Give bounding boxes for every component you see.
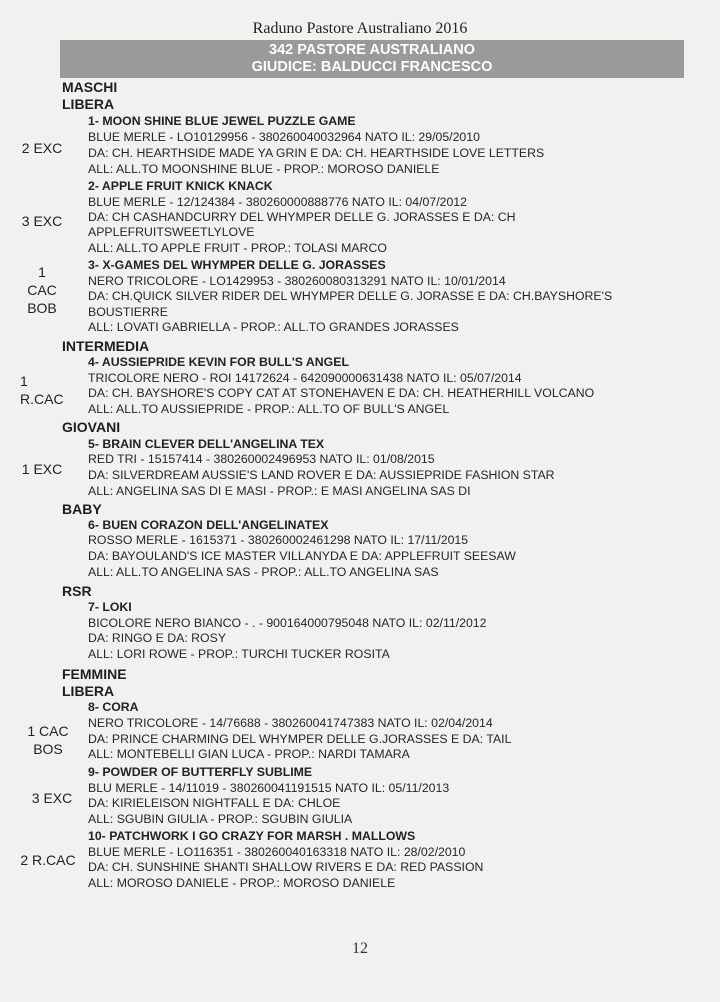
dog-owner: ALL: ALL.TO AUSSIEPRIDE - PROP.: ALL.TO OF BULL'S ANGEL: [88, 402, 450, 416]
dog-parents: DA: CH. BAYSHORE'S COPY CAT AT STONEHAVEN E DA: CH. HEATHERHILL VOLCANO: [88, 386, 595, 400]
dog-parents: DA: PRINCE CHARMING DEL WHYMPER DELLE G.JORASSES E DA: TAIL: [88, 732, 512, 746]
dog-parents: DA: KIRIELEISON NIGHTFALL E DA: CHLOE: [88, 796, 341, 810]
dog-title: 4- AUSSIEPRIDE KEVIN FOR BULL'S ANGEL: [88, 355, 349, 369]
dog-grade: 3 EXC: [21, 213, 63, 229]
dog-grade: 3 EXC: [31, 790, 73, 806]
dog-title: 8- CORA: [88, 700, 139, 714]
dog-grade: 1 CAC BOS: [27, 723, 69, 757]
dog-owner: ALL: LORI ROWE - PROP.: TURCHI TUCKER ROSITA: [88, 647, 390, 661]
dog-grade: 1 EXC: [21, 461, 63, 477]
dog-title: 7- LOKI: [88, 600, 132, 614]
page-number: 12: [352, 940, 368, 957]
dog-owner: ALL: MOROSO DANIELE - PROP.: MOROSO DANIELE: [88, 876, 396, 890]
judge-name: GIUDICE: BALDUCCI FRANCESCO: [251, 59, 493, 75]
dog-details: ROSSO MERLE - 1615371 - 380260002461298 NATO IL: 17/11/2015: [88, 533, 469, 547]
dog-owner: ALL: MONTEBELLI GIAN LUCA - PROP.: NARDI TAMARA: [88, 747, 410, 761]
dog-grade: 2 EXC: [21, 140, 63, 156]
class-rsr: RSR: [62, 583, 92, 599]
breed-title: 342 PASTORE AUSTRALIANO: [269, 42, 475, 58]
dog-owner: ALL: LOVATI GABRIELLA - PROP.: ALL.TO GRANDES JORASSES: [88, 320, 459, 334]
dog-owner: ALL: ANGELINA SAS DI E MASI - PROP.: E MASI ANGELINA SAS DI: [88, 484, 471, 498]
dog-details: NERO TRICOLORE - LO1429953 - 380260080313291 NATO IL: 10/01/2014: [88, 274, 506, 288]
dog-owner: ALL: ALL.TO MOONSHINE BLUE - PROP.: MOROSO DANIELE: [88, 162, 440, 176]
dog-grade: 2 R.CAC: [20, 852, 76, 868]
dog-details: NERO TRICOLORE - 14/76688 - 380260041747383 NATO IL: 02/04/2014: [88, 716, 493, 730]
dog-owner: ALL: SGUBIN GIULIA - PROP.: SGUBIN GIULIA: [88, 812, 353, 826]
section-femmine: FEMMINE: [62, 666, 127, 682]
dog-title: 2- APPLE FRUIT KNICK KNACK: [88, 179, 273, 193]
dog-title: 1- MOON SHINE BLUE JEWEL PUZZLE GAME: [88, 114, 356, 128]
dog-owner: ALL: ALL.TO APPLE FRUIT - PROP.: TOLASI MARCO: [88, 241, 387, 255]
dog-title: 3- X-GAMES DEL WHYMPER DELLE G. JORASSES: [88, 258, 386, 272]
dog-details: RED TRI - 15157414 - 380260002496953 NATO IL: 01/08/2015: [88, 452, 435, 466]
dog-details: TRICOLORE NERO - ROI 14172624 - 642090000631438 NATO IL: 05/07/2014: [88, 371, 522, 385]
dog-parents: DA: CH CASHANDCURRY DEL WHYMPER DELLE G. JORASSES E DA: CH: [88, 210, 516, 224]
dog-parents-cont: APPLEFRUITSWEETLYLOVE: [88, 225, 255, 239]
dog-owner: ALL: ALL.TO ANGELINA SAS - PROP.: ALL.TO ANGELINA SAS: [88, 565, 439, 579]
class-baby: BABY: [62, 501, 102, 517]
dog-title: 6- BUEN CORAZON DELL'ANGELINATEX: [88, 518, 329, 532]
dog-details: BLU MERLE - 14/11019 - 380260041191515 NATO IL: 05/11/2013: [88, 781, 450, 795]
dog-details: BLUE MERLE - 12/124384 - 380260000888776 NATO IL: 04/07/2012: [88, 195, 467, 209]
class-banner: [60, 40, 684, 78]
dog-parents: DA: BAYOULAND'S ICE MASTER VILLANYDA E DA: APPLEFRUIT SEESAW: [88, 549, 516, 563]
section-maschi: MASCHI: [62, 79, 118, 95]
dog-details: BICOLORE NERO BIANCO - . - 900164000795048 NATO IL: 02/11/2012: [88, 616, 487, 630]
class-giovani: GIOVANI: [62, 419, 121, 435]
dog-parents: DA: CH. HEARTHSIDE MADE YA GRIN E DA: CH. HEARTHSIDE LOVE LETTERS: [88, 146, 545, 160]
dog-parents-cont: BOUSTIERRE: [88, 305, 168, 319]
page-header: Raduno Pastore Australiano 2016: [252, 20, 468, 37]
dog-parents: DA: CH.QUICK SILVER RIDER DEL WHYMPER DELLE G. JORASSE E DA: CH.BAYSHORE'S: [88, 289, 613, 303]
class-libera-femmine: LIBERA: [62, 683, 115, 699]
dog-parents: DA: SILVERDREAM AUSSIE'S LAND ROVER E DA: AUSSIEPRIDE FASHION STAR: [88, 468, 555, 482]
class-intermedia: INTERMEDIA: [62, 338, 150, 354]
dog-grade: 1 R.CAC: [20, 373, 64, 407]
dog-title: 5- BRAIN CLEVER DELL'ANGELINA TEX: [88, 437, 325, 451]
dog-title: 10- PATCHWORK I GO CRAZY FOR MARSH . MALLOWS: [88, 829, 416, 843]
dog-title: 9- POWDER OF BUTTERFLY SUBLIME: [88, 765, 313, 779]
dog-details: BLUE MERLE - LO10129956 - 380260040032964 NATO IL: 29/05/2010: [88, 130, 480, 144]
dog-details: BLUE MERLE - LO116351 - 380260040163318 NATO IL: 28/02/2010: [88, 845, 466, 859]
dog-grade: 1 CAC BOB: [27, 264, 57, 316]
dog-parents: DA: RINGO E DA: ROSY: [88, 631, 227, 645]
dog-parents: DA: CH. SUNSHINE SHANTI SHALLOW RIVERS E DA: RED PASSION: [88, 860, 484, 874]
class-libera-maschi: LIBERA: [62, 96, 115, 112]
